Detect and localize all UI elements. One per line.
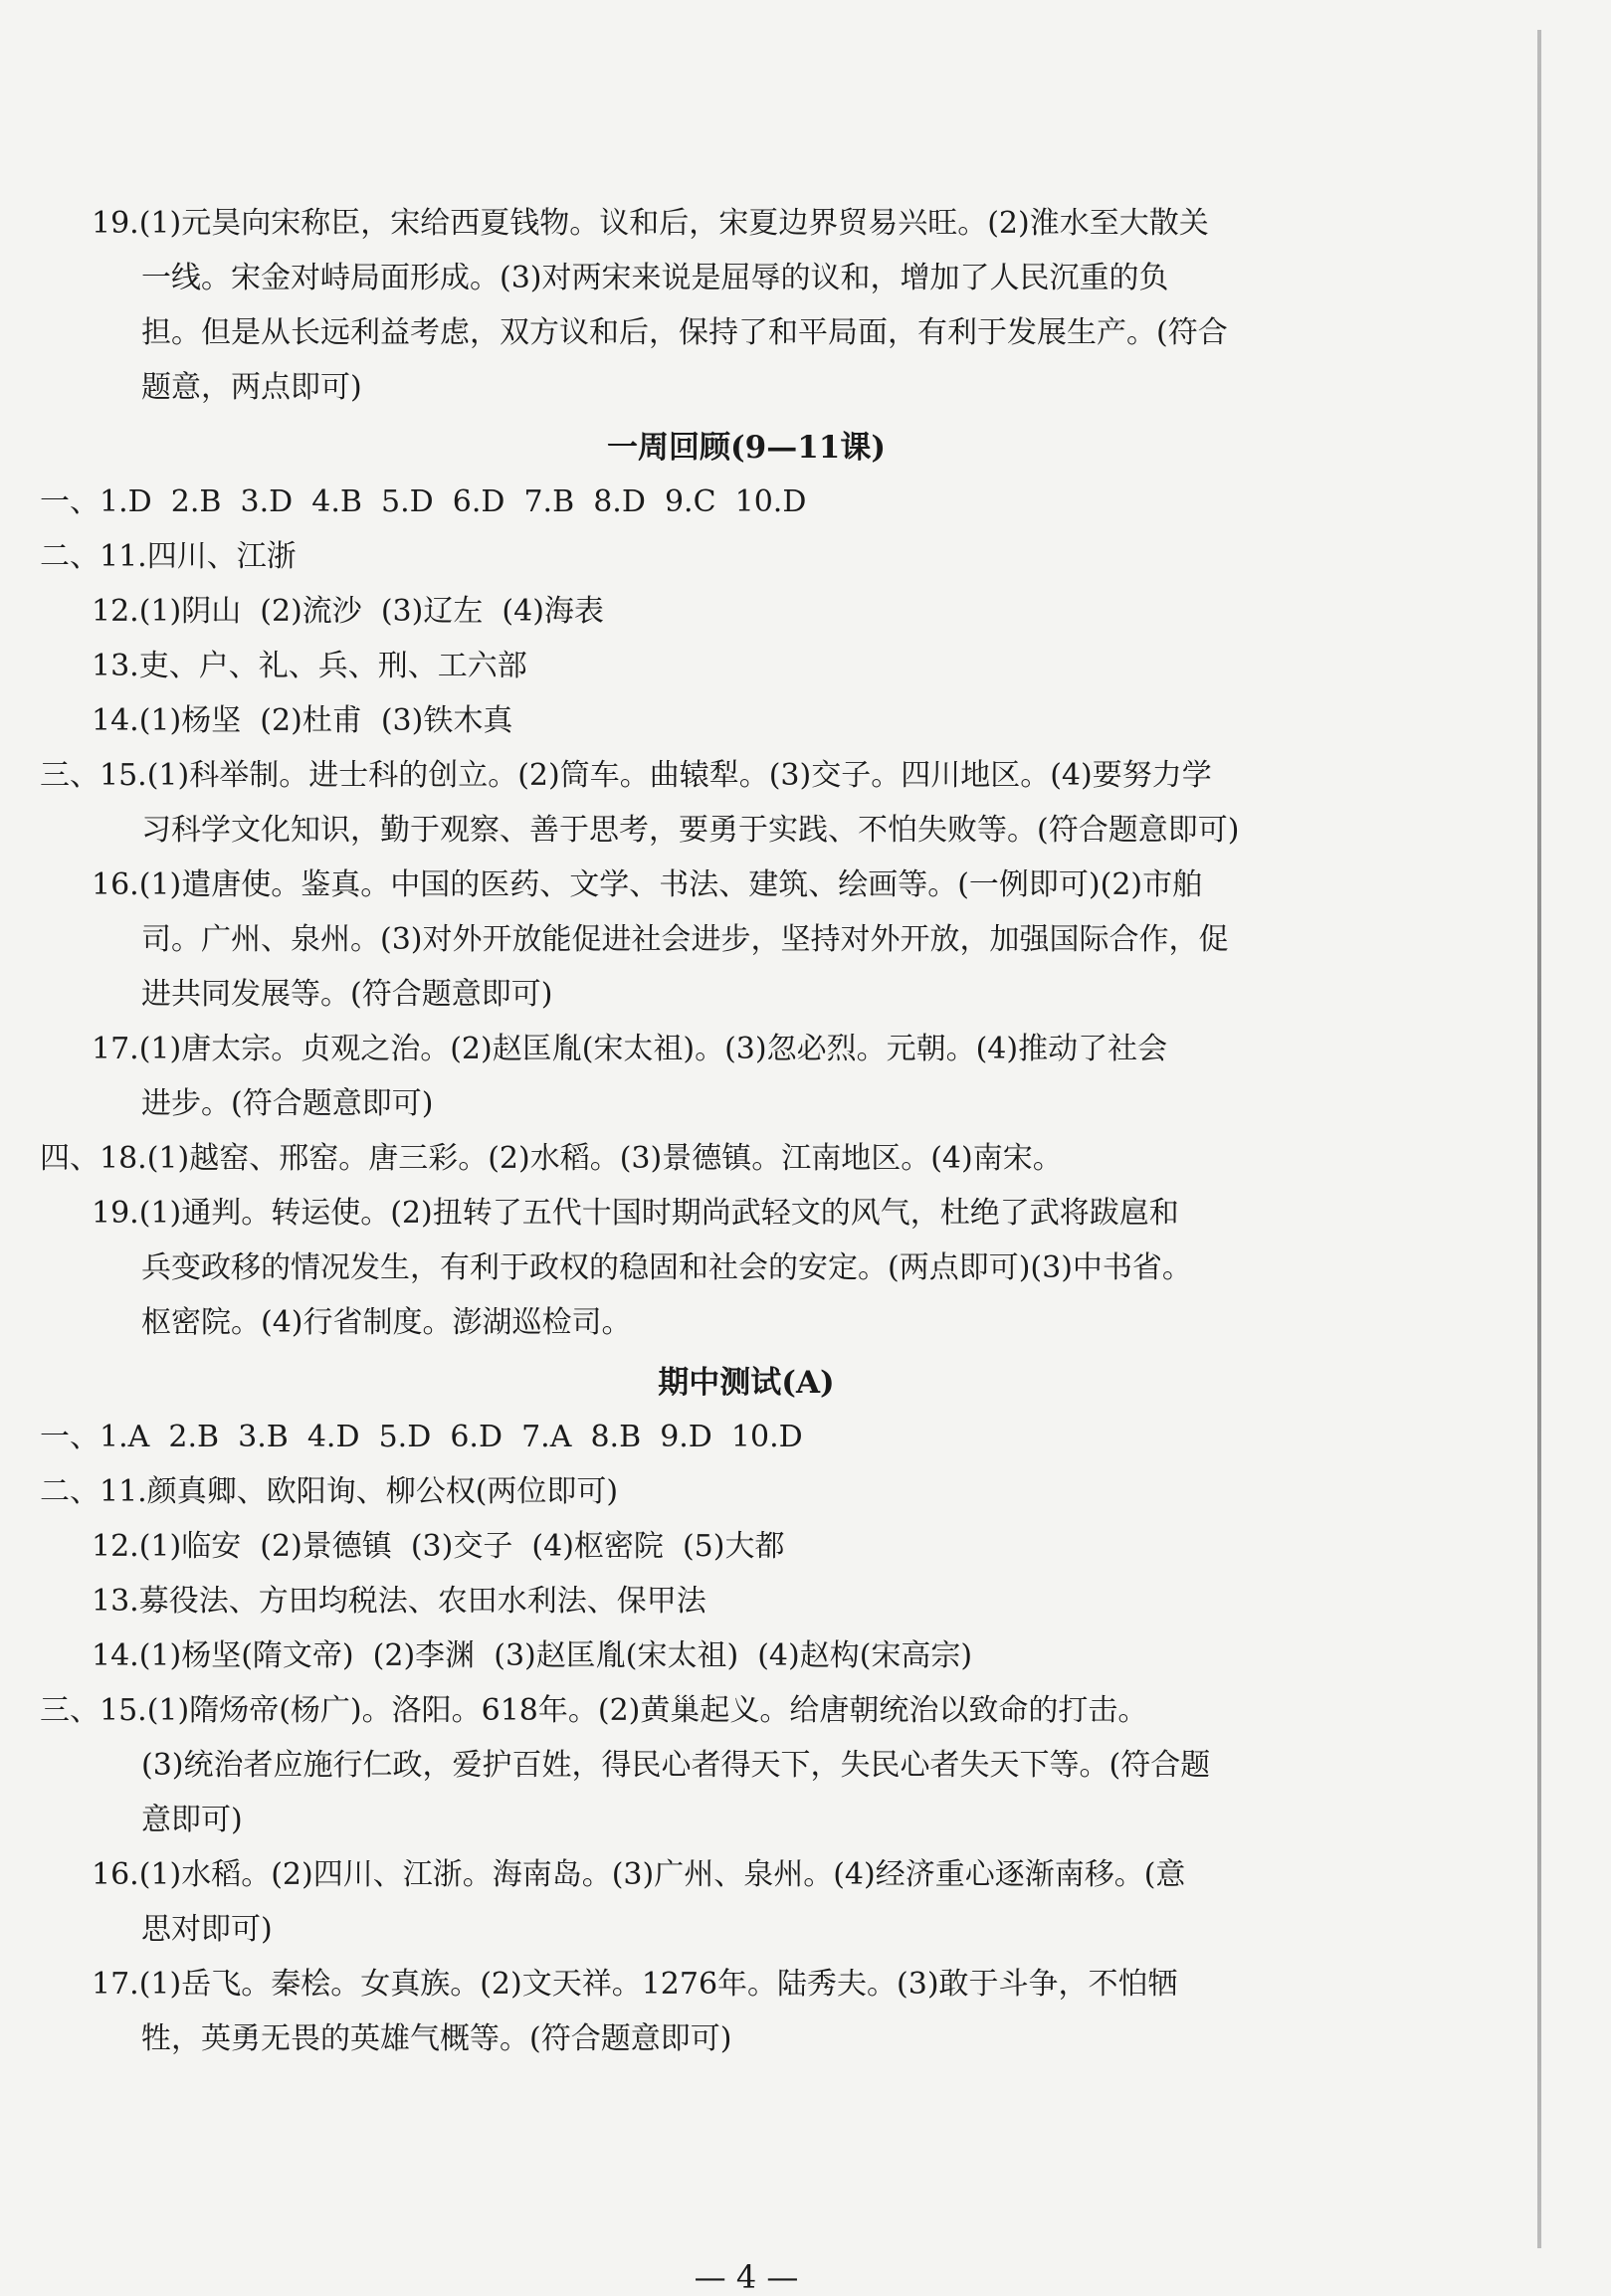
section-title-midterm-a: 期中测试(A): [658, 1365, 835, 1401]
section-title-weekly-review: 一周回顾(9—11课): [606, 430, 887, 466]
answer-line: 习科学文化知识，勤于观察、善于思考，要勇于实践、不怕失败等。(符合题意即可): [141, 813, 1240, 848]
answer-line: 题意，两点即可): [141, 370, 362, 405]
page-number: — 4 —: [694, 2258, 799, 2296]
answer-line: 一线。宋金对峙局面形成。(3)对两宋来说是屈辱的议和，增加了人民沉重的负: [141, 261, 1169, 295]
answer-line: 三、15.(1)科举制。进士科的创立。(2)筒车。曲辕犁。(3)交子。四川地区。(4)要努力学: [40, 758, 1212, 793]
answer-line: 二、11.四川、江浙: [40, 539, 297, 574]
answer-line: 17.(1)岳飞。秦桧。女真族。(2)文天祥。1276年。陆秀夫。(3)敢于斗争，不怕牺: [92, 1967, 1178, 2002]
answer-line: 四、18.(1)越窑、邢窑。唐三彩。(2)水稻。(3)景德镇。江南地区。(4)南宋。: [40, 1141, 1063, 1176]
answer-line: 一、1.D 2.B 3.D 4.B 5.D 6.D 7.B 8.D 9.C 10.D: [40, 484, 807, 519]
answer-line: 19.(1)元昊向宋称臣，宋给西夏钱物。议和后，宋夏边界贸易兴旺。(2)淮水至大散关: [92, 206, 1209, 241]
answer-line: 三、15.(1)隋炀帝(杨广)。洛阳。618年。(2)黄巢起义。给唐朝统治以致命的打击。: [40, 1693, 1148, 1728]
answer-line: 12.(1)临安 (2)景德镇 (3)交子 (4)枢密院 (5)大都: [92, 1529, 785, 1564]
answer-line: 牲，英勇无畏的英雄气概等。(符合题意即可): [141, 2021, 732, 2056]
answer-line: 担。但是从长远利益考虑，双方议和后，保持了和平局面，有利于发展生产。(符合: [141, 315, 1228, 350]
answer-line: 一、1.A 2.B 3.B 4.D 5.D 6.D 7.A 8.B 9.D 10.D: [40, 1420, 803, 1454]
answer-line: 二、11.颜真卿、欧阳询、柳公权(两位即可): [40, 1474, 619, 1509]
answer-line: 进步。(符合题意即可): [141, 1086, 434, 1121]
answer-line: 16.(1)水稻。(2)四川、江浙。海南岛。(3)广州、泉州。(4)经济重心逐渐南移。(意: [92, 1857, 1186, 1892]
answer-line: 司。广州、泉州。(3)对外开放能促进社会进步，坚持对外开放，加强国际合作，促: [141, 922, 1229, 957]
answer-line: 枢密院。(4)行省制度。澎湖巡检司。: [141, 1305, 632, 1340]
answer-line: 14.(1)杨坚(隋文帝) (2)李渊 (3)赵匡胤(宋太祖) (4)赵构(宋高宗): [92, 1638, 973, 1673]
answer-line: 14.(1)杨坚 (2)杜甫 (3)铁木真: [92, 703, 513, 738]
answer-line: 13.募役法、方田均税法、农田水利法、保甲法: [92, 1584, 706, 1619]
answer-line: 17.(1)唐太宗。贞观之治。(2)赵匡胤(宋太祖)。(3)忽必烈。元朝。(4)推动了社会: [92, 1032, 1168, 1066]
answer-line: 19.(1)通判。转运使。(2)扭转了五代十国时期尚武轻文的风气，杜绝了武将跋扈和: [92, 1196, 1179, 1231]
answer-line: 12.(1)阴山 (2)流沙 (3)辽左 (4)海表: [92, 594, 604, 629]
answer-line: 13.吏、户、礼、兵、刑、工六部: [92, 649, 527, 683]
answer-line: 进共同发展等。(符合题意即可): [141, 977, 553, 1012]
answer-line: 思对即可): [141, 1912, 273, 1947]
answer-line: 兵变政移的情况发生，有利于政权的稳固和社会的安定。(两点即可)(3)中书省。: [141, 1250, 1192, 1285]
answer-line: (3)统治者应施行仁政，爱护百姓，得民心者得天下，失民心者失天下等。(符合题: [141, 1748, 1211, 1783]
answer-line: 意即可): [141, 1803, 243, 1837]
answer-line: 16.(1)遣唐使。鉴真。中国的医药、文学、书法、建筑、绘画等。(一例即可)(2)市舶: [92, 867, 1203, 902]
